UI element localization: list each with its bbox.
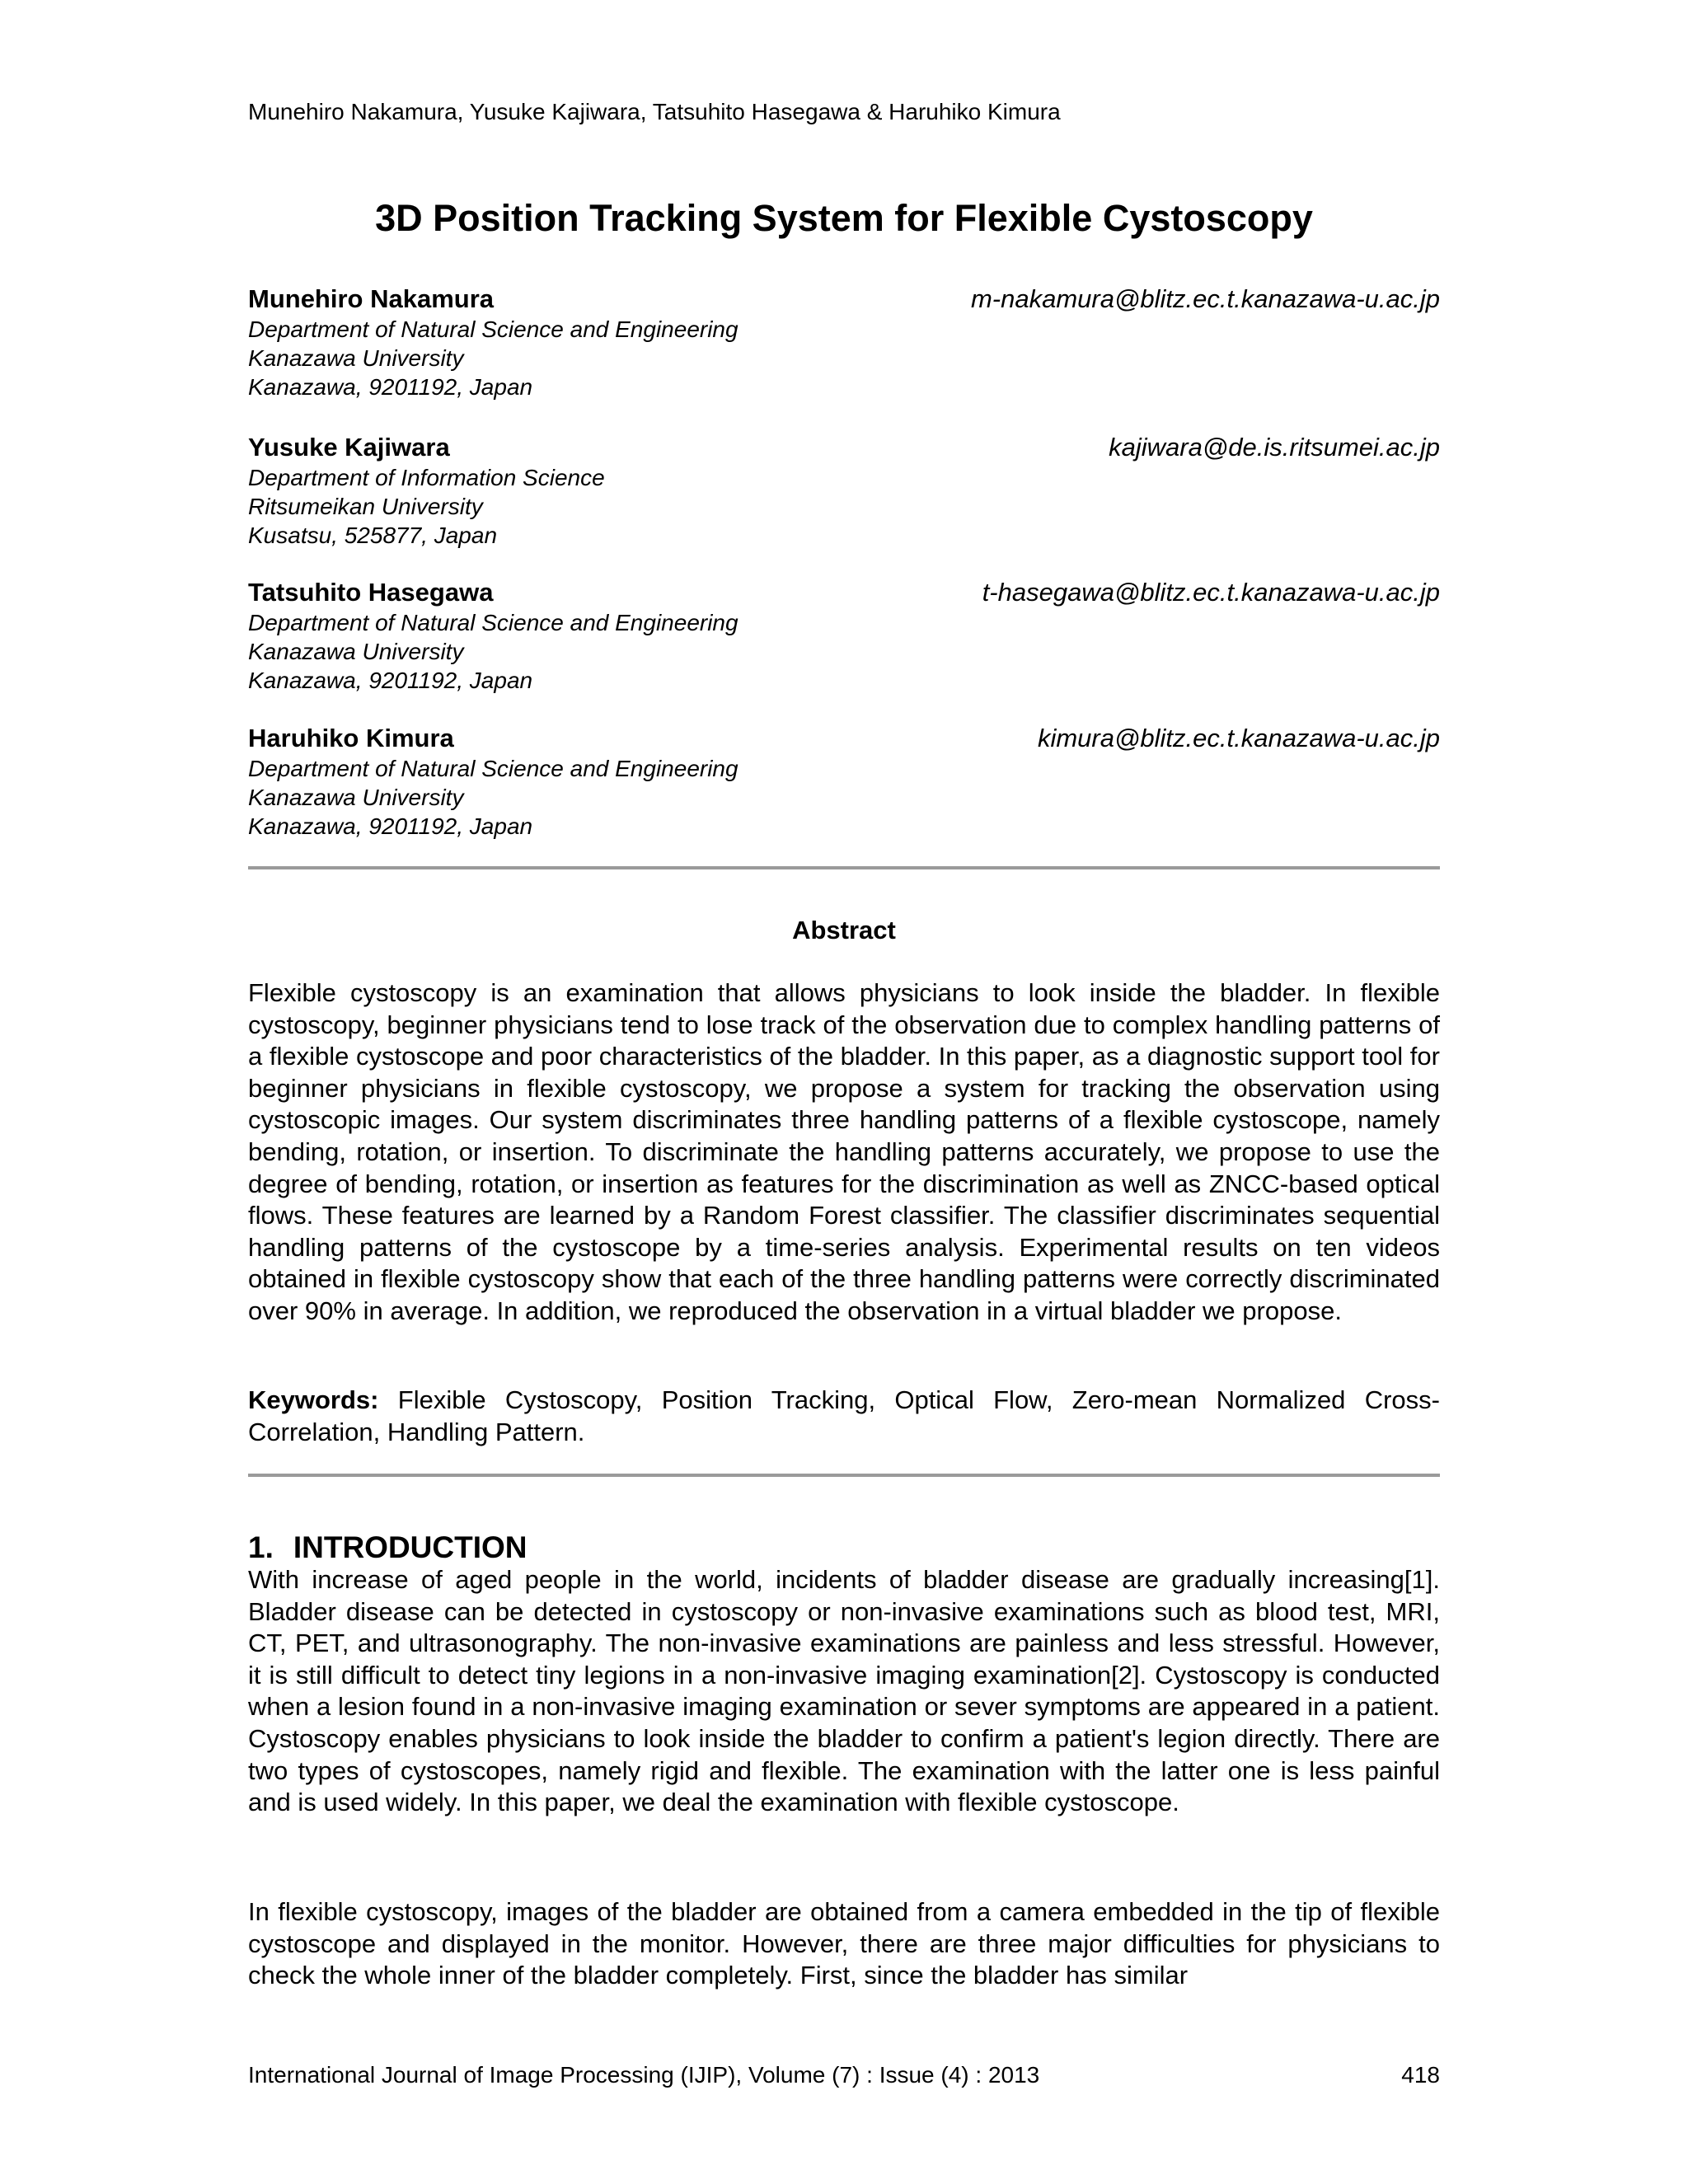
journal-citation: International Journal of Image Processing (IJIP), Volume (7) : Issue (4) : 2013 — [248, 2062, 1040, 2088]
page-number: 418 — [1401, 2062, 1440, 2088]
section-number: 1. — [248, 1530, 274, 1564]
keywords — [248, 1385, 1440, 1448]
author-location: Kanazawa, 9201192, Japan — [248, 813, 533, 839]
keywords-text: Flexible Cystoscopy, Position Tracking, Optical Flow, Zero-mean Normalized Cross-Correlation, Handling Pattern. — [248, 1385, 1440, 1446]
page-footer — [248, 2060, 1440, 2090]
author-email[interactable]: kajiwara@de.is.ritsumei.ac.jp — [1109, 433, 1440, 462]
body-paragraph: In flexible cystoscopy, images of the bladder are obtained from a camera embedded in the tip of flexible cystoscope and displayed in the monitor. However, there are three major difficulties for physicians to check the whole inner of the bladder completely. First, since the bladder has similar — [248, 1897, 1440, 1990]
divider — [248, 1474, 1440, 1477]
author-university: Kanazawa University — [248, 345, 464, 371]
author-block — [248, 577, 1440, 695]
author-block — [248, 723, 1440, 841]
author-name: Tatsuhito Hasegawa — [248, 578, 494, 607]
author-location: Kanazawa, 9201192, Japan — [248, 374, 533, 400]
paper-title: 3D Position Tracking System for Flexible Cystoscopy — [375, 197, 1313, 239]
abstract-heading: Abstract — [792, 916, 896, 944]
author-email[interactable]: m-nakamura@blitz.ec.t.kanazawa-u.ac.jp — [970, 284, 1440, 313]
keywords-label: Keywords: — [248, 1385, 379, 1414]
author-university: Kanazawa University — [248, 785, 464, 810]
author-department: Department of Information Science — [248, 465, 605, 490]
author-department: Department of Natural Science and Engineering — [248, 316, 738, 342]
body-paragraph: With increase of aged people in the world, incidents of bladder disease are gradually increasing[1]. Bladder disease can be detected in cystoscopy or non-invasive examinations such as blood test, MRI, CT, PET, and ultrasonography. The non-invasive examinations are painless and less stressful. However, it is still difficult to detect tiny legions in a non-invasive imaging examination[2]. Cystoscopy is conducted when a lesion found in a non-invasive imaging examination or sever symptoms are appeared in a patient. Cystoscopy enables physicians to look inside the bladder to confirm a patient's legion directly. There are two types of cystoscopes, namely rigid and flexible. The examination with the latter one is less painful and is used widely. In this paper, we deal the examination with flexible cystoscope. — [248, 1565, 1440, 1817]
author-name: Munehiro Nakamura — [248, 284, 495, 313]
author-name: Yusuke Kajiwara — [248, 433, 450, 462]
author-name: Haruhiko Kimura — [248, 724, 454, 752]
author-department: Department of Natural Science and Engineering — [248, 610, 738, 635]
author-block — [248, 284, 1440, 401]
running-head: Munehiro Nakamura, Yusuke Kajiwara, Tatsuhito Hasegawa & Haruhiko Kimura — [248, 99, 1061, 124]
author-email[interactable]: kimura@blitz.ec.t.kanazawa-u.ac.jp — [1037, 724, 1440, 752]
divider — [248, 866, 1440, 869]
author-location: Kusatsu, 525877, Japan — [248, 523, 498, 548]
author-location: Kanazawa, 9201192, Japan — [248, 668, 533, 693]
author-university: Kanazawa University — [248, 639, 464, 664]
author-university: Ritsumeikan University — [248, 494, 483, 519]
abstract-text: Flexible cystoscopy is an examination that allows physicians to look inside the bladder. In flexible cystoscopy, beginner physicians tend to lose track of the observation due to complex handling patterns of a flexible cystoscope and poor characteristics of the bladder. In this paper, as a diagnostic support tool for beginner physicians in flexible cystoscopy, we propose a system for tracking the observation using cystoscopic images. Our system discriminates three handling patterns of a flexible cystoscope, namely bending, rotation, or insertion. To discriminate the handling patterns accurately, we propose to use the degree of bending, rotation, or insertion as features for the discrimination as well as ZNCC-based optical flows. These features are learned by a Random Forest classifier. The classifier discriminates sequential handling patterns of the cystoscope by a time-series analysis. Experimental results on ten videos obtained in flexible cystoscopy show that each of the three handling patterns were correctly discriminated over 90% in average. In addition, we reproduced the observation in a virtual bladder we propose. — [248, 978, 1440, 1325]
author-email[interactable]: t-hasegawa@blitz.ec.t.kanazawa-u.ac.jp — [982, 578, 1440, 607]
section-title: INTRODUCTION — [293, 1530, 528, 1564]
author-department: Department of Natural Science and Engineering — [248, 756, 738, 781]
section-heading — [248, 1530, 528, 1566]
author-block — [248, 432, 1440, 550]
